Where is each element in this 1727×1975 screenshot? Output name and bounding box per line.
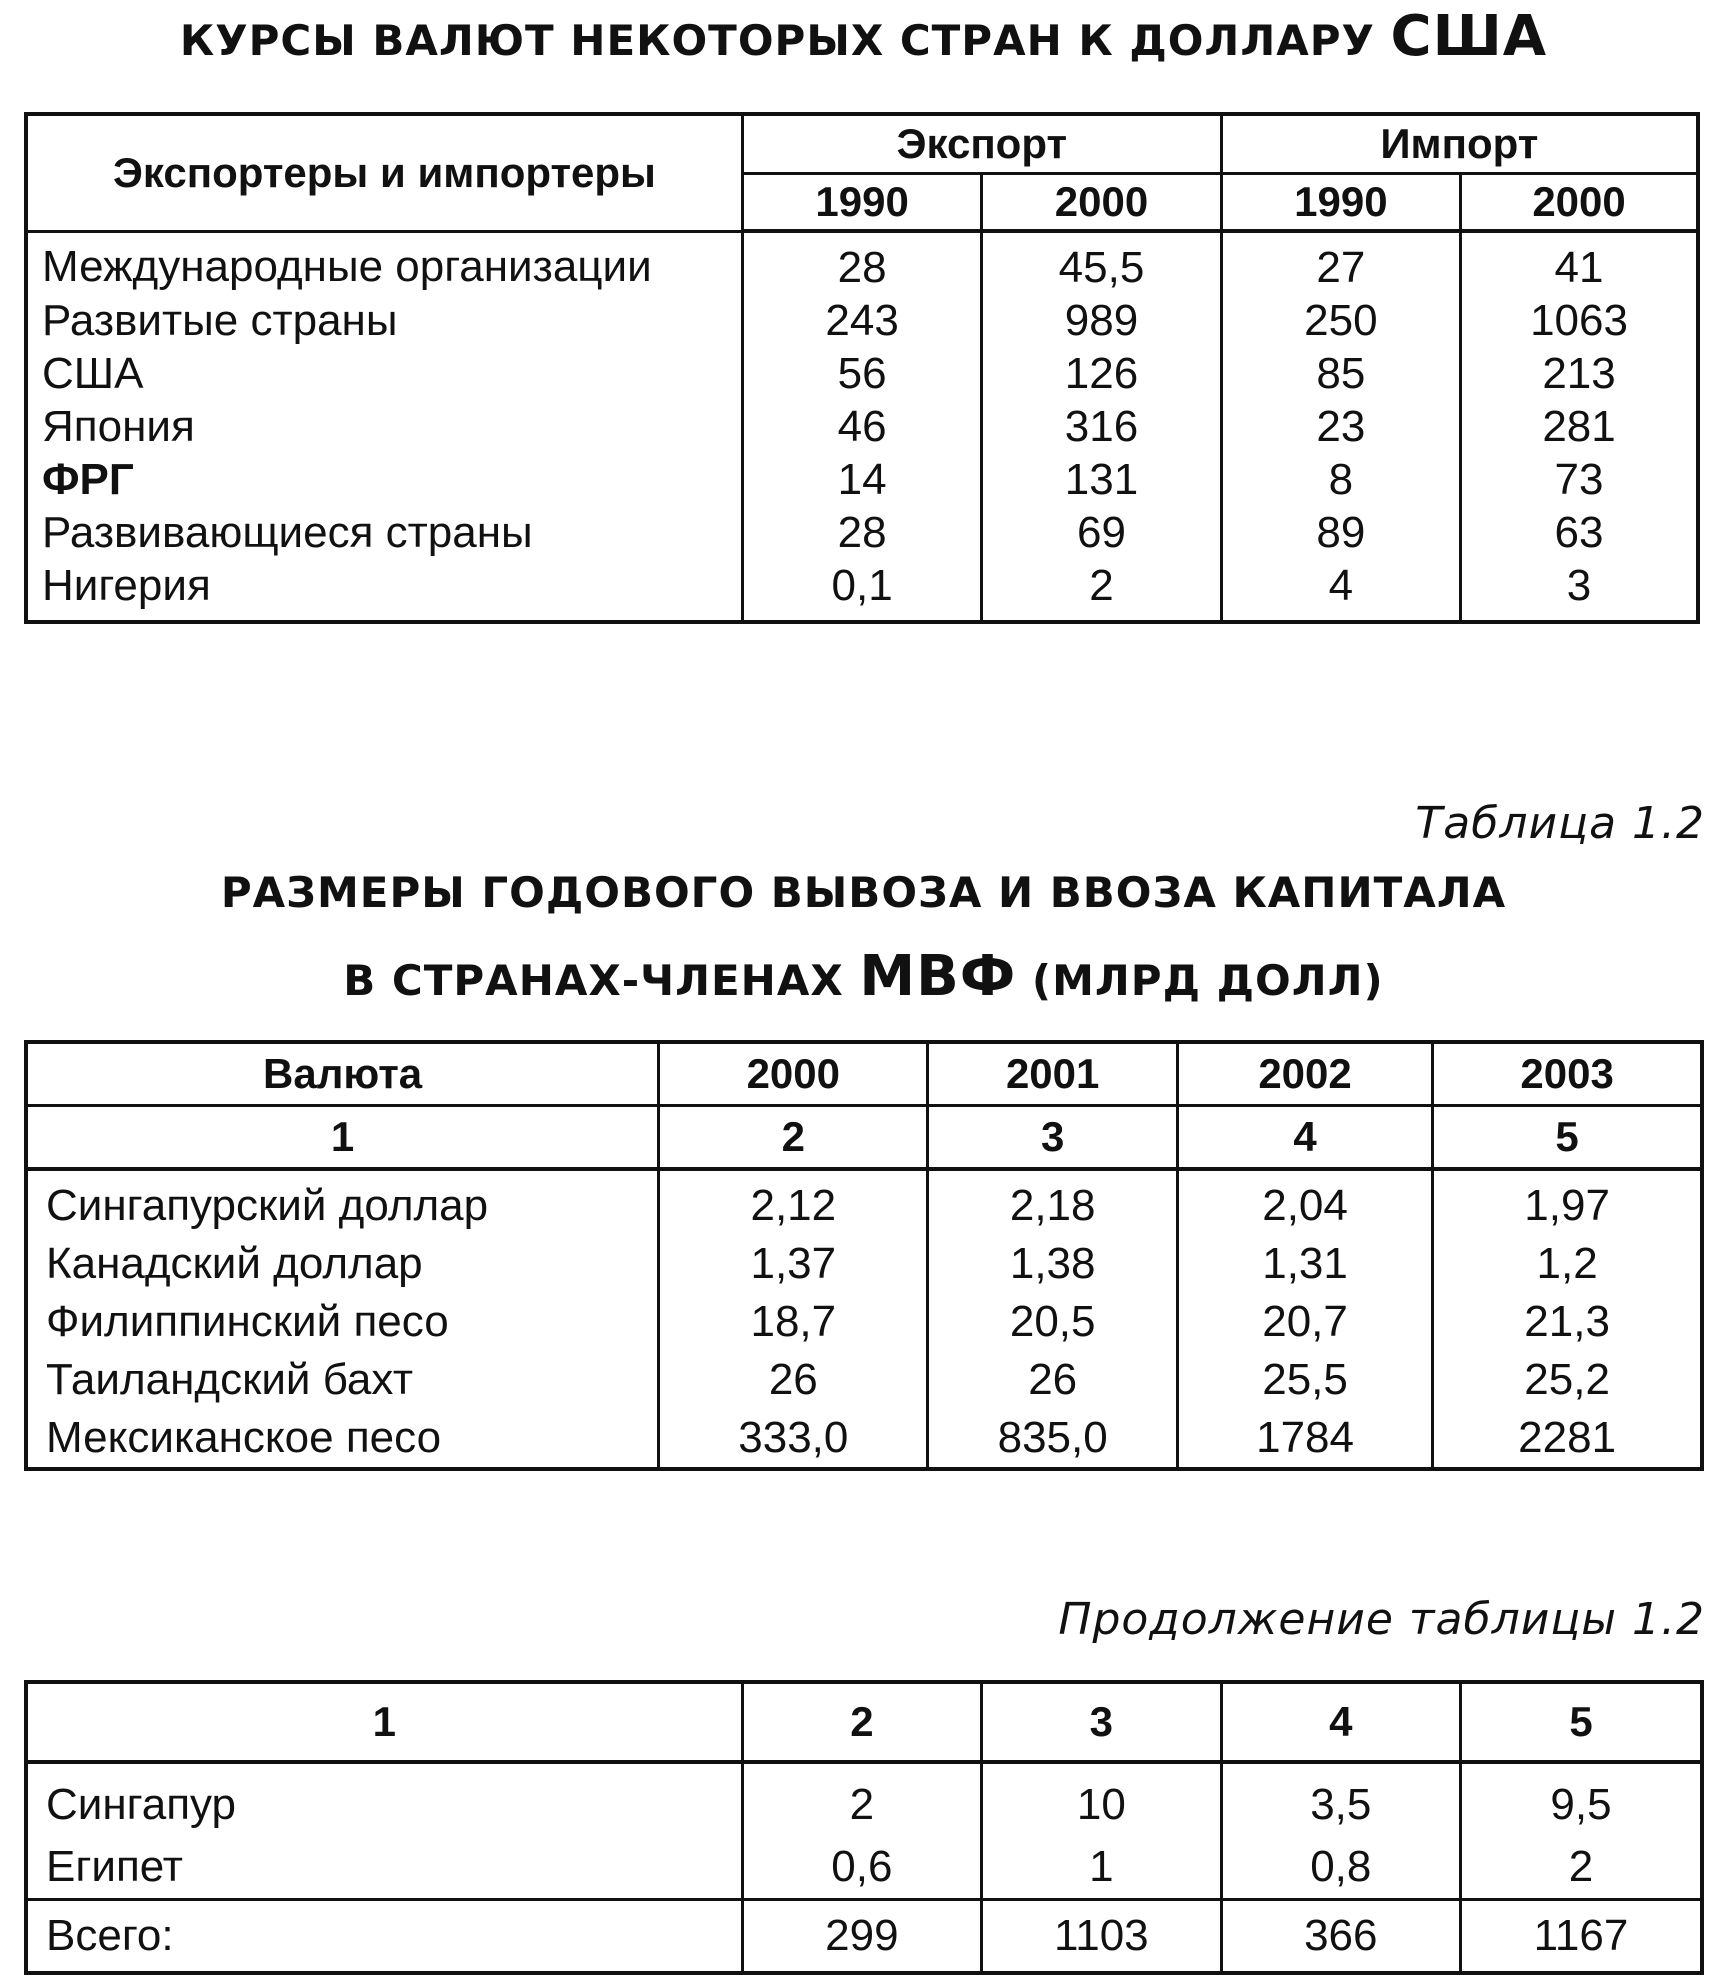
row-label: Развивающиеся страны	[26, 506, 742, 559]
row-label: ФРГ	[26, 453, 742, 506]
cell-value: 46	[742, 400, 981, 453]
cell-value: 989	[982, 294, 1221, 347]
table2-title-part-b: (МЛРД ДОЛЛ)	[1031, 956, 1384, 1005]
table1-title-big: США	[1390, 4, 1548, 69]
table-row	[26, 559, 1698, 622]
header-export: Экспорт	[742, 114, 1221, 174]
column-number: 2	[659, 1106, 928, 1170]
cell-value: 8	[1221, 453, 1460, 506]
cell-value: 1063	[1461, 294, 1698, 347]
header-year: 1990	[1221, 174, 1460, 232]
column-number: 2	[742, 1682, 981, 1762]
cell-value: 18,7	[659, 1293, 928, 1351]
cell-value: 213	[1461, 347, 1698, 400]
cell-value: 1,38	[928, 1235, 1177, 1293]
cell-value: 25,5	[1177, 1351, 1432, 1409]
cell-value: 23	[1221, 400, 1460, 453]
header-year: 2000	[1461, 174, 1698, 232]
cell-value: 1,37	[659, 1235, 928, 1293]
row-label: США	[26, 347, 742, 400]
header-year: 1990	[742, 174, 981, 232]
column-number: 3	[982, 1682, 1221, 1762]
capital-flows-continuation-table	[24, 1680, 1704, 1975]
table-row	[26, 1351, 1702, 1409]
table-row	[26, 1169, 1702, 1235]
table-row	[26, 347, 1698, 400]
cell-value: 27	[1221, 231, 1460, 294]
header-year: 2002	[1177, 1042, 1432, 1106]
cell-value: 41	[1461, 231, 1698, 294]
cell-value: 131	[982, 453, 1221, 506]
column-number: 1	[26, 1106, 659, 1170]
cell-value: 1,2	[1433, 1235, 1702, 1293]
row-label: Сингапур	[26, 1762, 742, 1836]
cell-value: 2	[982, 559, 1221, 622]
cell-value: 1,97	[1433, 1169, 1702, 1235]
table-row	[26, 1293, 1702, 1351]
cell-value: 0,1	[742, 559, 981, 622]
header-year: 2000	[659, 1042, 928, 1106]
cell-value: 0,6	[742, 1836, 981, 1900]
row-label: Япония	[26, 400, 742, 453]
cell-value: 2,04	[1177, 1169, 1432, 1235]
row-label: Египет	[26, 1836, 742, 1900]
cell-value: 1,31	[1177, 1235, 1432, 1293]
column-number: 1	[26, 1682, 742, 1762]
table2-title-text: РАЗМЕРЫ ГОДОВОГО ВЫВОЗА И ВВОЗА КАПИТАЛА	[220, 868, 1507, 917]
header-exporters-importers: Экспортеры и импортеры	[26, 114, 742, 231]
column-number: 4	[1177, 1106, 1432, 1170]
cell-value: 250	[1221, 294, 1460, 347]
header-year: 2003	[1433, 1042, 1702, 1106]
cell-value: 10	[982, 1762, 1221, 1836]
cell-value: 20,7	[1177, 1293, 1432, 1351]
cell-value: 1	[982, 1836, 1221, 1900]
row-label: Филиппинский песо	[26, 1293, 659, 1351]
total-row	[26, 1900, 1702, 1974]
cell-value: 243	[742, 294, 981, 347]
cell-value: 26	[659, 1351, 928, 1409]
header-currency: Валюта	[26, 1042, 659, 1106]
cell-value: 28	[742, 231, 981, 294]
cell-value: 3	[1461, 559, 1698, 622]
cell-value: 25,2	[1433, 1351, 1702, 1409]
column-number: 3	[928, 1106, 1177, 1170]
table2-title-line1	[0, 868, 1727, 917]
cell-value: 3,5	[1221, 1762, 1460, 1836]
table-row	[26, 400, 1698, 453]
cell-value: 126	[982, 347, 1221, 400]
table-row	[26, 1762, 1702, 1836]
cell-value: 69	[982, 506, 1221, 559]
cell-value: 85	[1221, 347, 1460, 400]
column-number: 4	[1221, 1682, 1460, 1762]
table-row	[26, 1409, 1702, 1469]
table2-title-big: МВФ	[859, 944, 1017, 1009]
header-year: 2000	[982, 174, 1221, 232]
table-row	[26, 506, 1698, 559]
row-label: Нигерия	[26, 559, 742, 622]
cell-value: 20,5	[928, 1293, 1177, 1351]
cell-value: 1784	[1177, 1409, 1432, 1469]
cell-value: 56	[742, 347, 981, 400]
row-label: Мексиканское песо	[26, 1409, 659, 1469]
cell-value: 366	[1221, 1900, 1460, 1974]
table-row	[26, 453, 1698, 506]
total-label: Всего:	[26, 1900, 742, 1974]
cell-value: 26	[928, 1351, 1177, 1409]
cell-value: 14	[742, 453, 981, 506]
cell-value: 2281	[1433, 1409, 1702, 1469]
table3-caption: Продолжение таблицы 1.2	[1058, 1594, 1705, 1645]
capital-flows-table	[24, 1040, 1704, 1471]
cell-value: 73	[1461, 453, 1698, 506]
cell-value: 21,3	[1433, 1293, 1702, 1351]
cell-value: 835,0	[928, 1409, 1177, 1469]
row-label: Развитые страны	[26, 294, 742, 347]
row-label: Канадский доллар	[26, 1235, 659, 1293]
table2-title-part-a: В СТРАНАХ-ЧЛЕНАХ	[343, 956, 844, 1005]
column-number: 5	[1433, 1106, 1702, 1170]
cell-value: 45,5	[982, 231, 1221, 294]
header-year: 2001	[928, 1042, 1177, 1106]
table2-title-line2	[0, 944, 1727, 1009]
cell-value: 2	[742, 1762, 981, 1836]
row-label: Таиландский бахт	[26, 1351, 659, 1409]
cell-value: 63	[1461, 506, 1698, 559]
cell-value: 2	[1460, 1836, 1702, 1900]
cell-value: 299	[742, 1900, 981, 1974]
row-label: Сингапурский доллар	[26, 1169, 659, 1235]
cell-value: 0,8	[1221, 1836, 1460, 1900]
cell-value: 28	[742, 506, 981, 559]
header-import: Импорт	[1221, 114, 1698, 174]
row-label: Международные организации	[26, 231, 742, 294]
cell-value: 281	[1461, 400, 1698, 453]
table1-title-main: КУРСЫ ВАЛЮТ НЕКОТОРЫХ СТРАН К ДОЛЛАРУ	[179, 16, 1375, 65]
table1-title	[0, 4, 1727, 69]
cell-value: 1167	[1460, 1900, 1702, 1974]
table2-caption: Таблица 1.2	[1415, 798, 1705, 849]
cell-value: 333,0	[659, 1409, 928, 1469]
cell-value: 316	[982, 400, 1221, 453]
table-row	[26, 1836, 1702, 1900]
cell-value: 4	[1221, 559, 1460, 622]
table-row	[26, 1235, 1702, 1293]
table-row	[26, 294, 1698, 347]
cell-value: 2,18	[928, 1169, 1177, 1235]
table-row	[26, 231, 1698, 294]
cell-value: 89	[1221, 506, 1460, 559]
exchange-rate-table	[24, 112, 1700, 624]
cell-value: 2,12	[659, 1169, 928, 1235]
column-number: 5	[1460, 1682, 1702, 1762]
cell-value: 1103	[982, 1900, 1221, 1974]
cell-value: 9,5	[1460, 1762, 1702, 1836]
